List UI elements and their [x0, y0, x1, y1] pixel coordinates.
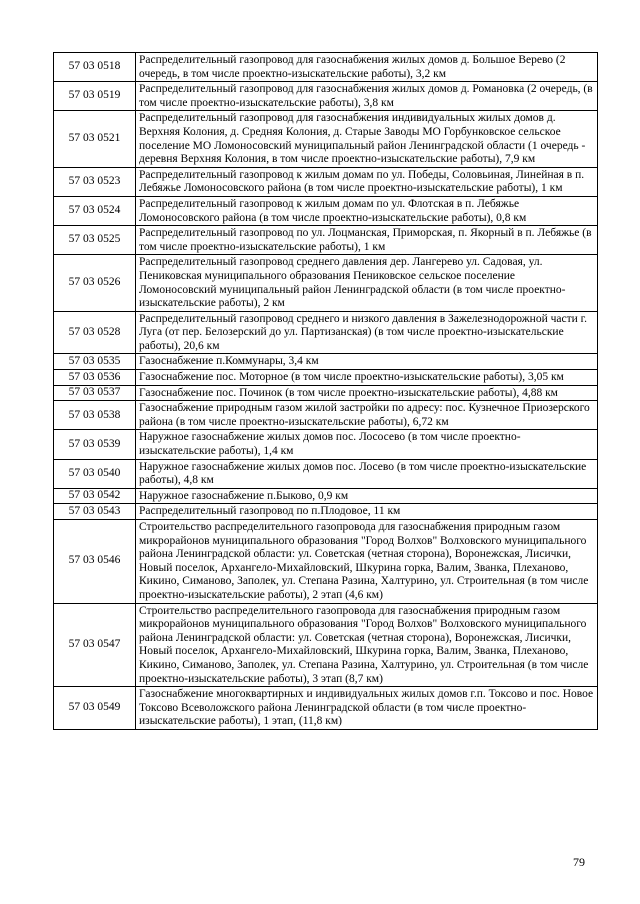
table-row	[54, 196, 598, 225]
table-row	[54, 111, 598, 167]
object-code: 57 03 0521	[54, 111, 136, 167]
object-description: Газоснабжение пос. Моторное (в том числе проектно-изыскательские работы), 3,05 км	[136, 370, 598, 386]
table-row	[54, 167, 598, 196]
object-code: 57 03 0526	[54, 255, 136, 311]
table-row	[54, 520, 598, 604]
object-description: Газоснабжение природным газом жилой застройки по адресу: пос. Кузнечное Приозерского района (в том числе проектно-изыскательские работы), 6,72 км	[136, 401, 598, 430]
page-number: 79	[573, 855, 585, 869]
object-code: 57 03 0524	[54, 196, 136, 225]
table-row	[54, 687, 598, 730]
object-code: 57 03 0549	[54, 687, 136, 730]
object-code: 57 03 0539	[54, 430, 136, 459]
object-description: Распределительный газопровод среднего и низкого давления в Зажелезнодорожной части г. Луга (от пер. Белозерский до ул. Партизанская) (в том числе проектно-изыскательские работы), 20,6 км	[136, 311, 598, 354]
object-description: Распределительный газопровод по ул. Лоцманская, Приморская, п. Якорный в п. Лебяжье (в том числе проектно-изыскательские работы), 1 км	[136, 226, 598, 255]
object-description: Распределительный газопровод для газоснабжения жилых домов д. Большое Верево (2 очередь, в том числе проектно-изыскательские работы), 3,2 км	[136, 53, 598, 82]
table-body	[54, 53, 598, 730]
object-code: 57 03 0540	[54, 459, 136, 488]
object-description: Распределительный газопровод для газоснабжения индивидуальных жилых домов д. Верхняя Колония, д. Средняя Колония, д. Старые Заводы МО Горбунковское сельское поселение МО Ломоносовский муниципальный район Ленинградской области (1 очередь - деревня Верхняя Колония, в том числе проектно-изыскательские работы), 7,9 км	[136, 111, 598, 167]
table-row	[54, 459, 598, 488]
object-code: 57 03 0536	[54, 370, 136, 386]
objects-table	[53, 52, 598, 730]
object-description: Наружное газоснабжение п.Быково, 0,9 км	[136, 488, 598, 504]
object-code: 57 03 0543	[54, 504, 136, 520]
object-description: Строительство распределительного газопровода для газоснабжения природным газом микрорайонов муниципального образования "Город Волхов" Волховского муниципального района Ленинградской области: ул. Советская (четная сторона), Воронежская, Лисички, Новый поселок, Архангело-Михайловский, Шкурина горка, Валим, Званка, Плеханово, Кикино, Симаново, Заполек, ул. Степана Разина, Халтурино, ул. Строительная (в том числе проектно-изыскательские работы), 2 этап (4,6 км)	[136, 520, 598, 604]
table-row	[54, 255, 598, 311]
table-row	[54, 311, 598, 354]
table-row	[54, 354, 598, 370]
object-code: 57 03 0547	[54, 603, 136, 687]
object-code: 57 03 0518	[54, 53, 136, 82]
object-description: Газоснабжение п.Коммунары, 3,4 км	[136, 354, 598, 370]
object-code: 57 03 0537	[54, 385, 136, 401]
object-code: 57 03 0525	[54, 226, 136, 255]
object-description: Газоснабжение многоквартирных и индивидуальных жилых домов г.п. Токсово и пос. Новое Токсово Всеволожского района Ленинградской области (в том числе проектно-изыскательские работы), 1 этап, (11,8 км)	[136, 687, 598, 730]
table-row	[54, 488, 598, 504]
object-description: Распределительный газопровод среднего давления дер. Лангерево ул. Садовая, ул. Пениковская муниципального образования Пениковское сельское поселение Ломоносовский муниципальный район Ленинградской области (в том числе проектно-изыскательские работы), 2 км	[136, 255, 598, 311]
object-description: Газоснабжение пос. Починок (в том числе проектно-изыскательские работы), 4,88 км	[136, 385, 598, 401]
table-row	[54, 82, 598, 111]
object-description: Распределительный газопровод по п.Плодовое, 11 км	[136, 504, 598, 520]
table-row	[54, 603, 598, 687]
object-description: Распределительный газопровод к жилым домам по ул. Победы, Соловьиная, Линейная в п. Лебяжье Ломоносовского района (в том числе проектно-изыскательские работы), 1 км	[136, 167, 598, 196]
object-code: 57 03 0519	[54, 82, 136, 111]
table-row	[54, 401, 598, 430]
object-code: 57 03 0546	[54, 520, 136, 604]
object-description: Наружное газоснабжение жилых домов пос. Лососево (в том числе проектно-изыскательские работы), 1,4 км	[136, 430, 598, 459]
table-row	[54, 430, 598, 459]
table-row	[54, 504, 598, 520]
table-row	[54, 226, 598, 255]
object-description: Распределительный газопровод для газоснабжения жилых домов д. Романовка (2 очередь, (в том числе проектно-изыскательские работы), 3,8 км	[136, 82, 598, 111]
table-row	[54, 385, 598, 401]
object-code: 57 03 0535	[54, 354, 136, 370]
object-description: Распределительный газопровод к жилым домам по ул. Флотская в п. Лебяжье Ломоносовского района (в том числе проектно-изыскательские работы), 0,8 км	[136, 196, 598, 225]
object-code: 57 03 0523	[54, 167, 136, 196]
object-description: Наружное газоснабжение жилых домов пос. Лосево (в том числе проектно-изыскательские работы), 4,8 км	[136, 459, 598, 488]
object-description: Строительство распределительного газопровода для газоснабжения природным газом микрорайонов муниципального образования "Город Волхов" Волховского муниципального района Ленинградской области: ул. Советская (четная сторона), Воронежская, Лисички, Новый поселок, Архангело-Михайловский, Шкурина горка, Валим, Званка, Плеханово, Кикино, Симаново, Заполек, ул. Степана Разина, Халтурино, ул. Строительная (в том числе проектно-изыскательские работы), 3 этап (8,7 км)	[136, 603, 598, 687]
object-code: 57 03 0538	[54, 401, 136, 430]
object-code: 57 03 0528	[54, 311, 136, 354]
table-row	[54, 370, 598, 386]
table-row	[54, 53, 598, 82]
object-code: 57 03 0542	[54, 488, 136, 504]
